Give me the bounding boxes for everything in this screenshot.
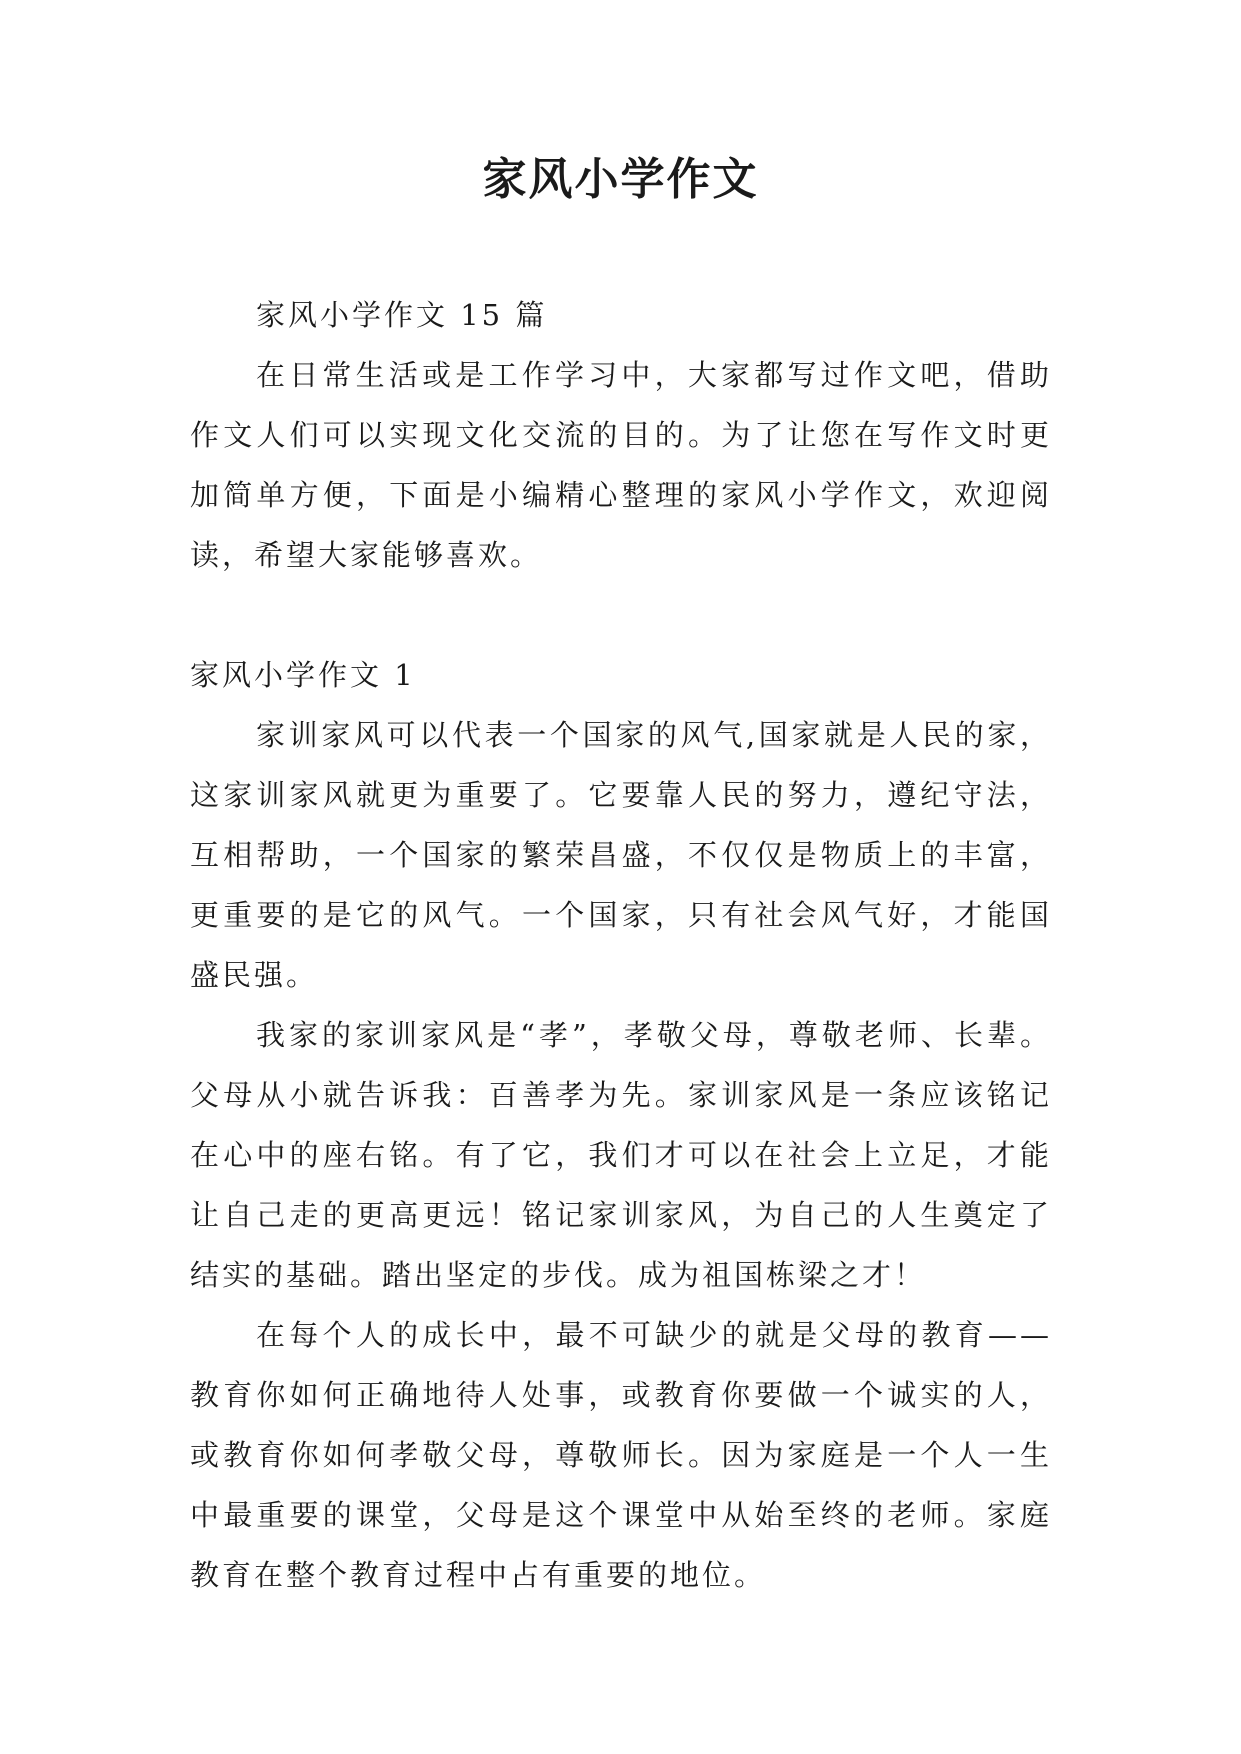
section-spacer (190, 585, 1052, 645)
document-body (190, 285, 1052, 1605)
document-title: 家风小学作文 (482, 154, 759, 205)
section-paragraph-3: 在每个人的成长中，最不可缺少的就是父母的教育——教育你如何正确地待人处事，或教育你要做一个诚实的人，或教育你如何孝敬父母，尊敬师长。因为家庭是一个人一生中最重要的课堂，父母是这个课堂中从始至终的老师。家庭教育在整个教育过程中占有重要的地位。 (190, 1318, 1052, 1592)
intro-subtitle: 家风小学作文 15 篇 (256, 298, 548, 332)
section-paragraph-1: 家训家风可以代表一个国家的风气,国家就是人民的家，这家训家风就更为重要了。它要靠人民的努力，遵纪守法，互相帮助，一个国家的繁荣昌盛，不仅仅是物质上的丰富，更重要的是它的风气。一个国家，只有社会风气好，才能国盛民强。 (190, 718, 1052, 992)
section-paragraph-2: 我家的家训家风是“孝”，孝敬父母，尊敬老师、长辈。父母从小就告诉我：百善孝为先。家训家风是一条应该铭记在心中的座右铭。有了它，我们才可以在社会上立足，才能让自己走的更高更远！铭记家训家风，为自己的人生奠定了结实的基础。踏出坚定的步伐。成为祖国栋梁之才！ (190, 1018, 1052, 1292)
intro-paragraph: 在日常生活或是工作学习中，大家都写过作文吧，借助作文人们可以实现文化交流的目的。为了让您在写作文时更加简单方便，下面是小编精心整理的家风小学作文，欢迎阅读，希望大家能够喜欢。 (190, 358, 1052, 572)
section-heading: 家风小学作文 1 (190, 658, 416, 692)
